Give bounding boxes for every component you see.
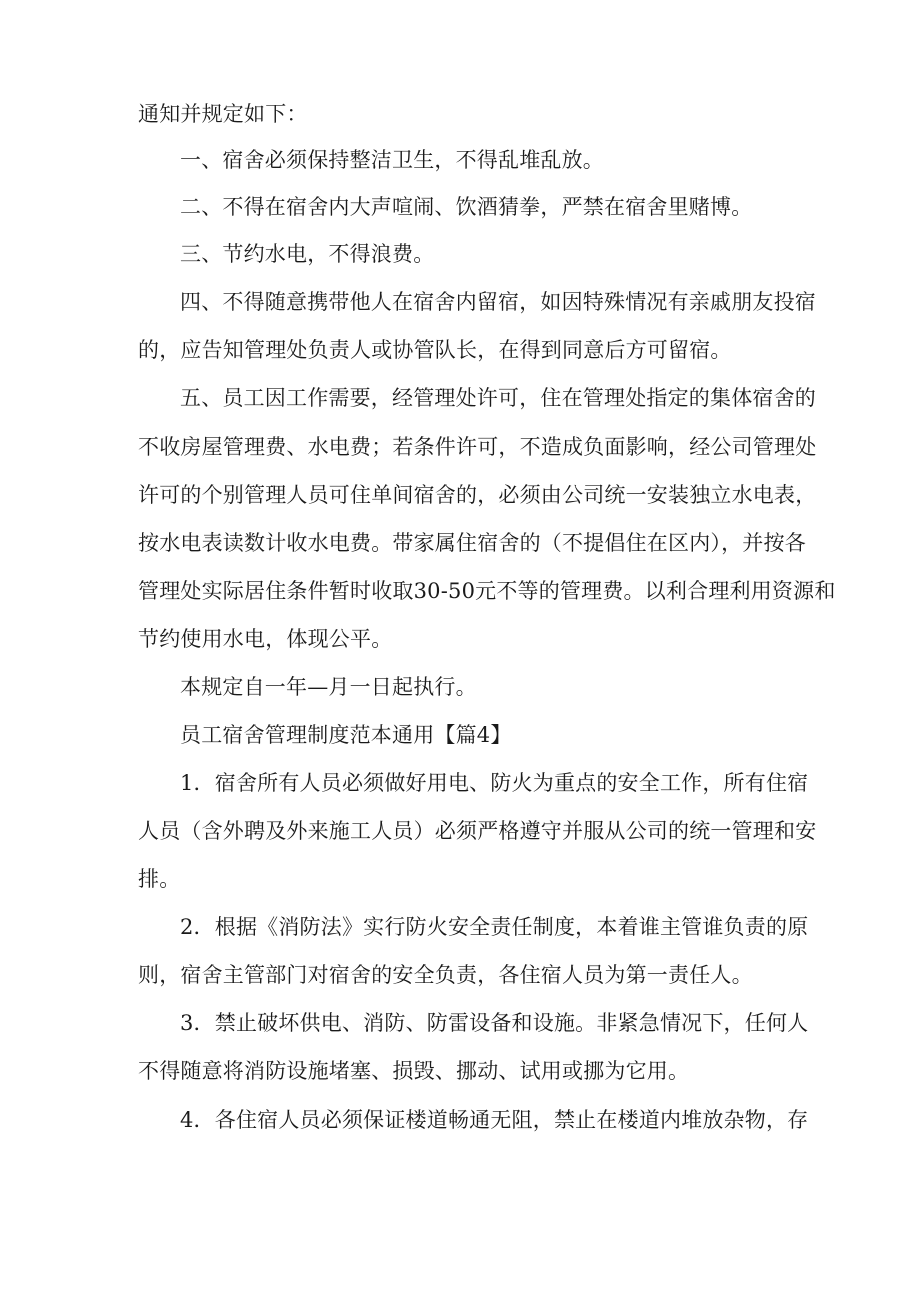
text-line: 排。 xyxy=(138,867,181,891)
section-heading: 员工宿舍管理制度范本通用【篇4】 xyxy=(180,723,512,747)
text-line: 管理处实际居住条件暂时收取30-50元不等的管理费。以利合理利用资源和 xyxy=(138,579,836,603)
text-line: 二、不得在宿舍内大声喧闹、饮酒猜拳，严禁在宿舍里赌博。 xyxy=(180,195,753,219)
text-line: 节约使用水电，体现公平。 xyxy=(138,627,393,651)
text-line: 不得随意将消防设施堵塞、损毁、挪动、试用或挪为它用。 xyxy=(138,1059,690,1083)
text-line: 按水电表读数计收水电费。带家属住宿舍的（不提倡住在区内），并按各 xyxy=(138,531,806,555)
text-line: 许可的个别管理人员可住单间宿舍的，必须由公司统一安装独立水电表， xyxy=(138,483,817,507)
text-line: 一、宿舍必须保持整洁卫生，不得乱堆乱放。 xyxy=(180,148,604,172)
text-line: 3．禁止破坏供电、消防、防雷设备和设施。非紧急情况下，任何人 xyxy=(180,1011,809,1035)
text-line: 则，宿舍主管部门对宿舍的安全负责，各住宿人员为第一责任人。 xyxy=(138,963,753,987)
text-line: 四、不得随意携带他人在宿舍内留宿，如因特殊情况有亲戚朋友投宿 xyxy=(180,290,816,314)
text-line: 1．宿舍所有人员必须做好用电、防火为重点的安全工作，所有住宿 xyxy=(180,771,809,795)
text-line: 本规定自一年—月一日起执行。 xyxy=(180,675,477,699)
text-line: 人员（含外聘及外来施工人员）必须严格遵守并服从公司的统一管理和安 xyxy=(138,819,817,843)
text-line: 通知并规定如下： xyxy=(138,102,308,126)
text-line: 三、节约水电，不得浪费。 xyxy=(180,242,435,266)
text-line: 五、员工因工作需要，经管理处许可，住在管理处指定的集体宿舍的 xyxy=(180,386,816,410)
text-line: 不收房屋管理费、水电费；若条件许可，不造成负面影响，经公司管理处 xyxy=(138,435,817,459)
text-line: 2．根据《消防法》实行防火安全责任制度，本着谁主管谁负责的原 xyxy=(180,915,809,939)
text-line: 4．各住宿人员必须保证楼道畅通无阻，禁止在楼道内堆放杂物，存 xyxy=(180,1108,809,1132)
text-line: 的，应告知管理处负责人或协管队长，在得到同意后方可留宿。 xyxy=(138,338,732,362)
